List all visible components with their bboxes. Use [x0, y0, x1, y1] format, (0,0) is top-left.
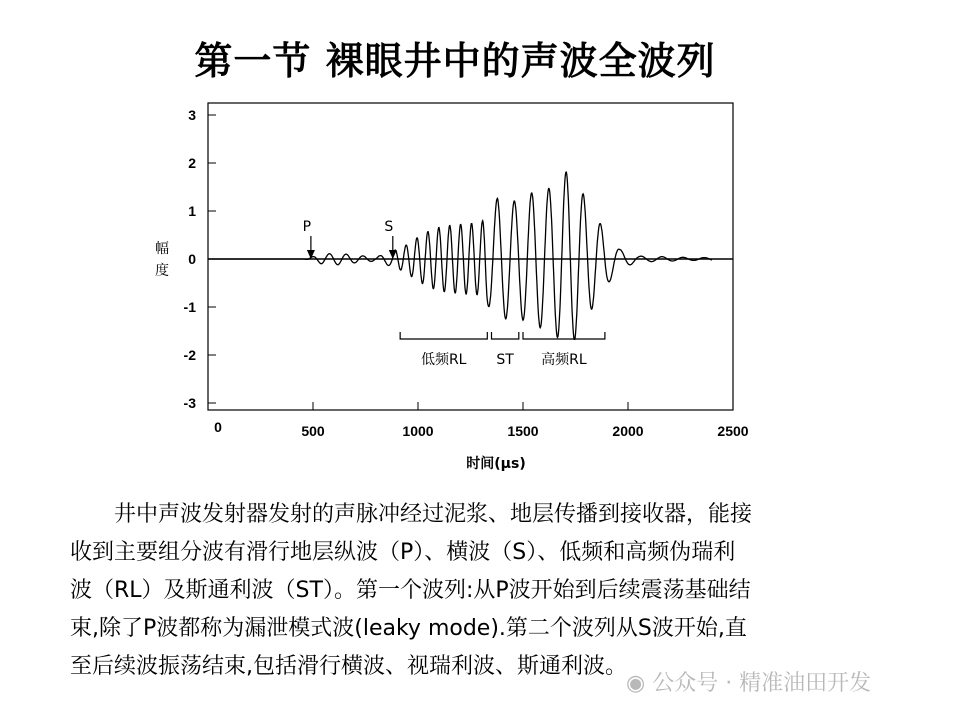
chart-axes [208, 103, 733, 410]
x-tick-label: 500 [301, 423, 325, 439]
wave-marker-arrowhead [389, 250, 397, 259]
slide-title: 第一节 裸眼井中的声波全波列 [194, 38, 716, 83]
wave-marker-label: P [302, 219, 312, 235]
y-tick-label: -1 [183, 299, 196, 315]
y-axis-label: 幅 [155, 241, 169, 257]
y-tick-label: -2 [183, 347, 196, 363]
y-tick-label: 3 [188, 107, 196, 123]
body-line: 束,除了P波都称为漏泄模式波(leaky mode).第二个波列从S波开始,直 [70, 616, 747, 641]
segment-bracket [400, 332, 487, 339]
x-tick-label: 2000 [612, 423, 644, 439]
segment-bracket [492, 332, 519, 339]
y-tick-label: 1 [188, 203, 196, 219]
y-tick-label: -3 [183, 395, 196, 411]
body-line: 收到主要组分波有滑行地层纵波（P）、横波（S）、低频和高频伪瑞利 [70, 540, 736, 565]
watermark [626, 666, 871, 697]
x-tick-label: 2500 [717, 423, 749, 439]
y-axis-label: 度 [155, 263, 169, 279]
y-tick-label: 0 [188, 251, 196, 267]
plot-frame [208, 103, 733, 410]
segment-label: ST [496, 352, 514, 368]
y-tick-label: 2 [188, 155, 196, 171]
x-tick-label: 1000 [402, 423, 434, 439]
wave-marker-arrowhead [307, 250, 315, 259]
segment-bracket [523, 332, 605, 339]
waveform-layer [208, 172, 733, 339]
segment-label: 低频RL [420, 352, 467, 368]
wave-marker-label: S [384, 219, 394, 235]
x-tick-label: 1500 [507, 423, 539, 439]
body-line: 波（RL）及斯通利波（ST）。第一个波列:从P波开始到后续震荡基础结 [70, 578, 751, 603]
body-line: 井中声波发射器发射的声脉冲经过泥浆、地层传播到接收器，能接 [70, 502, 753, 527]
waveform-line [208, 172, 712, 339]
wechat-icon: ◉ [626, 671, 653, 696]
x-axis-label: 时间(μs) [466, 456, 526, 472]
body-paragraph [70, 496, 910, 686]
watermark-text: 公众号 · 精准油田开发 [652, 671, 872, 696]
segment-label: 高频RL [541, 352, 587, 368]
x-tick-label: 0 [214, 419, 222, 435]
chart-ticks [184, 107, 749, 439]
body-line: 至后续波振荡结束,包括滑行横波、视瑞利波、斯通利波。 [70, 654, 627, 679]
